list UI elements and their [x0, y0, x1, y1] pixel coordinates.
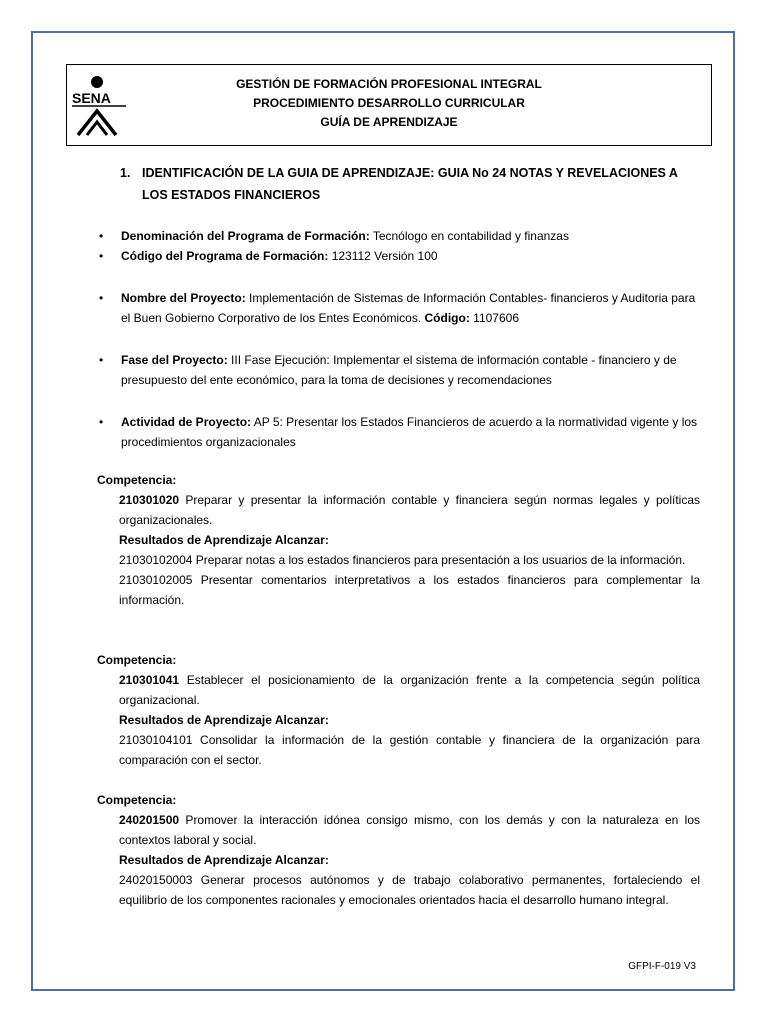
program-info-list: [97, 226, 700, 452]
competencia-code: 240201500: [119, 813, 180, 827]
proyecto-label: Nombre del Proyecto:: [121, 291, 246, 305]
resultados-heading: Resultados de Aprendizaje Alcanzar:: [119, 713, 329, 727]
competencia-heading: Competencia:: [97, 473, 177, 487]
resultado-item: 21030102004 Preparar notas a los estados financieros para presentación a los usuarios de la información.: [119, 553, 686, 567]
proyecto-codigo-value: 1107606: [469, 311, 519, 325]
section-title: [120, 162, 700, 206]
list-item: [97, 246, 700, 266]
competencia-block-1: [97, 470, 700, 610]
competencia-text: Promover la interacción idónea consigo mismo, con los demás y con la naturaleza en los contextos laboral y social.: [119, 813, 700, 847]
competencia-block-3: [97, 790, 700, 910]
section-number: 1.: [120, 166, 131, 180]
competencia-code: 210301041: [119, 673, 180, 687]
bullet-icon: •: [99, 415, 104, 429]
competencia-text: Establecer el posicionamiento de la organización frente a la competencia según política organizacional.: [119, 673, 700, 707]
competencia-text: Preparar y presentar la información contable y financiera según normas legales y políticas organizacionales.: [119, 493, 700, 527]
resultado-item: 21030104101 Consolidar la información de la gestión contable y financiera de la organización para comparación con el sector.: [119, 733, 700, 767]
proyecto-value: Implementación de Sistemas de Información Contables- financieros y Auditoria para el Buen Gobierno Corporativo de los Entes Económicos.: [121, 291, 696, 325]
actividad-label: Actividad de Proyecto:: [121, 415, 252, 429]
codigo-label: Código del Programa de Formación:: [121, 249, 329, 263]
list-item: [97, 412, 700, 452]
form-code: GFPI-F-019 V3: [628, 961, 696, 972]
competencia-code: 210301020: [119, 493, 180, 507]
fase-label: Fase del Proyecto:: [121, 353, 228, 367]
resultados-heading: Resultados de Aprendizaje Alcanzar:: [119, 853, 329, 867]
list-item: [97, 226, 700, 246]
resultados-heading: Resultados de Aprendizaje Alcanzar:: [119, 533, 329, 547]
fase-value: III Fase Ejecución: Implementar el sistema de información contable - financiero y de presupuesto del ente económico, para la toma de decisiones y recomendaciones: [121, 353, 677, 387]
programa-label: Denominación del Programa de Formación:: [121, 229, 370, 243]
bullet-icon: •: [99, 249, 104, 263]
competencia-block-2: [97, 650, 700, 770]
section-title-line2: LOS ESTADOS FINANCIEROS: [142, 188, 321, 202]
list-item: [97, 288, 700, 328]
sena-logo-text: SENA: [72, 90, 111, 106]
resultado-item: 24020150003 Generar procesos autónomos y de trabajo colaborativo permanentes, fortaleciendo el equilibrio de los componentes racionales y emocionales orientados hacia el desarrollo humano integral.: [119, 873, 700, 907]
list-item: [97, 350, 700, 390]
header-title-1: GESTIÓN DE FORMACIÓN PROFESIONAL INTEGRAL: [236, 77, 542, 91]
programa-value: Tecnólogo en contabilidad y finanzas: [369, 229, 569, 243]
section-title-line1: IDENTIFICACIÓN DE LA GUIA DE APRENDIZAJE: GUIA No 24 NOTAS Y REVELACIONES A: [142, 166, 678, 180]
proyecto-codigo-label: Código:: [424, 311, 470, 325]
bullet-icon: •: [99, 229, 104, 243]
header-title-2: PROCEDIMIENTO DESARROLLO CURRICULAR: [253, 96, 525, 110]
competencia-heading: Competencia:: [97, 793, 177, 807]
codigo-value: 123112 Versión 100: [328, 249, 438, 263]
competencia-heading: Competencia:: [97, 653, 177, 667]
header-title-3: GUÍA DE APRENDIZAJE: [320, 115, 458, 129]
bullet-icon: •: [99, 353, 104, 367]
resultado-item: 21030102005 Presentar comentarios interpretativos a los estados financieros para complementar la información.: [119, 573, 700, 607]
document-header: [66, 64, 712, 146]
bullet-icon: •: [99, 291, 104, 305]
actividad-value: AP 5: Presentar los Estados Financieros de acuerdo a la normatividad vigente y los procedimientos organizacionales: [121, 415, 698, 449]
